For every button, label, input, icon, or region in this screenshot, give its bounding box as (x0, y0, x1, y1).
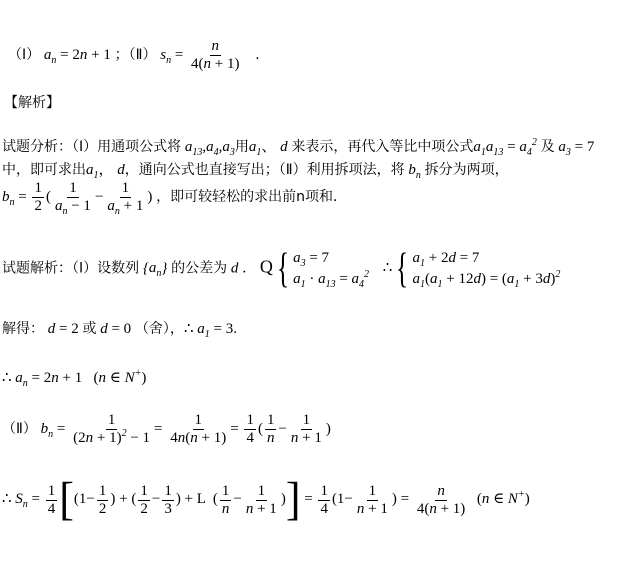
or-text: 或 (82, 321, 97, 337)
analysis-text-6: 拆分为两项， (424, 162, 509, 178)
solution-text-1: （Ⅰ）设数列 (72, 260, 140, 277)
a3-equals: $a_3 = 7$ (558, 139, 595, 158)
solved-line: 解得： d = 2 或 d = 0 （舍），∴ $a_1 = 3$. (2, 321, 237, 340)
analysis-line-1: 试题分析：（Ⅰ）用通项公式将 $a_{13},a_4,a_3$用$a_1$、 d 来表示，再代入等比中项公式$a_1a_{13} = a_4^2$ 及 $a_3 = 7$ (2, 137, 595, 158)
section-heading: 【解析】 (4, 95, 60, 111)
answer-part1-label: （Ⅰ） (8, 46, 41, 63)
derived-system: $a_1 + 2d = 7$ $a_1(a_1 + 12d) = (a_1 + 3d)^2$ (412, 250, 561, 290)
answer-part1-formula: $a_n = 2n + 1$ (43, 46, 111, 66)
solution-text-2: 的公差为 (171, 260, 228, 277)
solved-label: 解得： (2, 321, 44, 337)
analysis-text-3: 及 (540, 139, 555, 155)
analysis-line-2: 中，即可求出$a_1$， d，通向公式也直接写出；（Ⅱ）利用拆项法，将 $b_n$ 拆分为两项， (2, 162, 509, 181)
analysis-text-4: 中，即可求出 (2, 162, 86, 178)
analysis-terms: $a_{13},a_4,a_3$ (184, 139, 235, 158)
part2-label: （Ⅱ） (2, 420, 37, 437)
solution-text-3: ． (242, 260, 257, 277)
analysis-label: 试题分析： (2, 139, 72, 155)
sn-formula-line (2, 473, 530, 526)
analysis-text-5: ，通向公式也直接写出；（Ⅱ）利用拆项法，将 (124, 162, 405, 178)
answer-part2-formula: $s_n$ = $\frac{n}{4(n + 1)}$ (160, 38, 240, 72)
sn-formula: ∴ $S_n$ = $\frac{1}{4}$ [(1− $\frac{1}{2}$ ) + ( $\frac{1}{2}$ − $\frac{1}{3}$ ) + L ( $\frac{1}{n}$ − $\frac{1}{n + 1}$ )] = $\frac{1}{4}$ (1− $\frac{1}{n + 1}$ ) = $\frac{n}{4(n + 1)}$ (n ∈ N+) (2, 473, 530, 526)
bn-split-formula: $b_n$ = $\frac{1}{2}$ ( $\frac{1}{a_n - 1}$ − $\frac{1}{a_n + 1}$ ) (2, 180, 153, 217)
solution-line: 试题解析：（Ⅰ）设数列 $\{a_n\}$ 的公差为 d ． Q{ $a_3 = 7$ $a_1 \cdot a_{13} = a_4^2$ ∴{ $a_1 + 2d = 7$ $a_1(a_1 + 12d) = (a_1 + 3d)^2$ (2, 246, 561, 292)
analysis-text-2: 来表示，再代入等比中项公式 (291, 139, 474, 155)
given-system: $a_3 = 7$ $a_1 \cdot a_{13} = a_4^2$ (293, 250, 370, 290)
answer-line (8, 38, 269, 73)
analysis-text-7: ，即可较轻松的求出前n项和． (156, 188, 347, 205)
discard-text: （舍）， (134, 321, 184, 337)
bn-formula-line (2, 412, 331, 447)
analysis-line-3 (2, 180, 347, 215)
because-symbol: Q (259, 256, 273, 277)
therefore-symbol: ∴ (382, 260, 393, 277)
analysis-text-1: （Ⅰ）用通项公式将 (72, 139, 182, 155)
answer-part2-label: ；（Ⅱ） (114, 46, 157, 63)
bn-formula: $b_n$ = $\frac{1}{(2n + 1)^2 - 1}$ = $\frac{1}{4n(n + 1)}$ = $\frac{1}{4}$ ( $\frac{1}{n}$ − $\frac{1}{n + 1}$ ) (40, 412, 331, 446)
solution-label: 试题解析： (2, 260, 72, 277)
geometric-mean-formula: $a_1a_{13} = a_4^2$ (473, 137, 537, 158)
answer-end: ． (255, 46, 270, 63)
an-formula-line: ∴ $a_n = 2n + 1$ (n ∈ N+) (2, 368, 147, 389)
